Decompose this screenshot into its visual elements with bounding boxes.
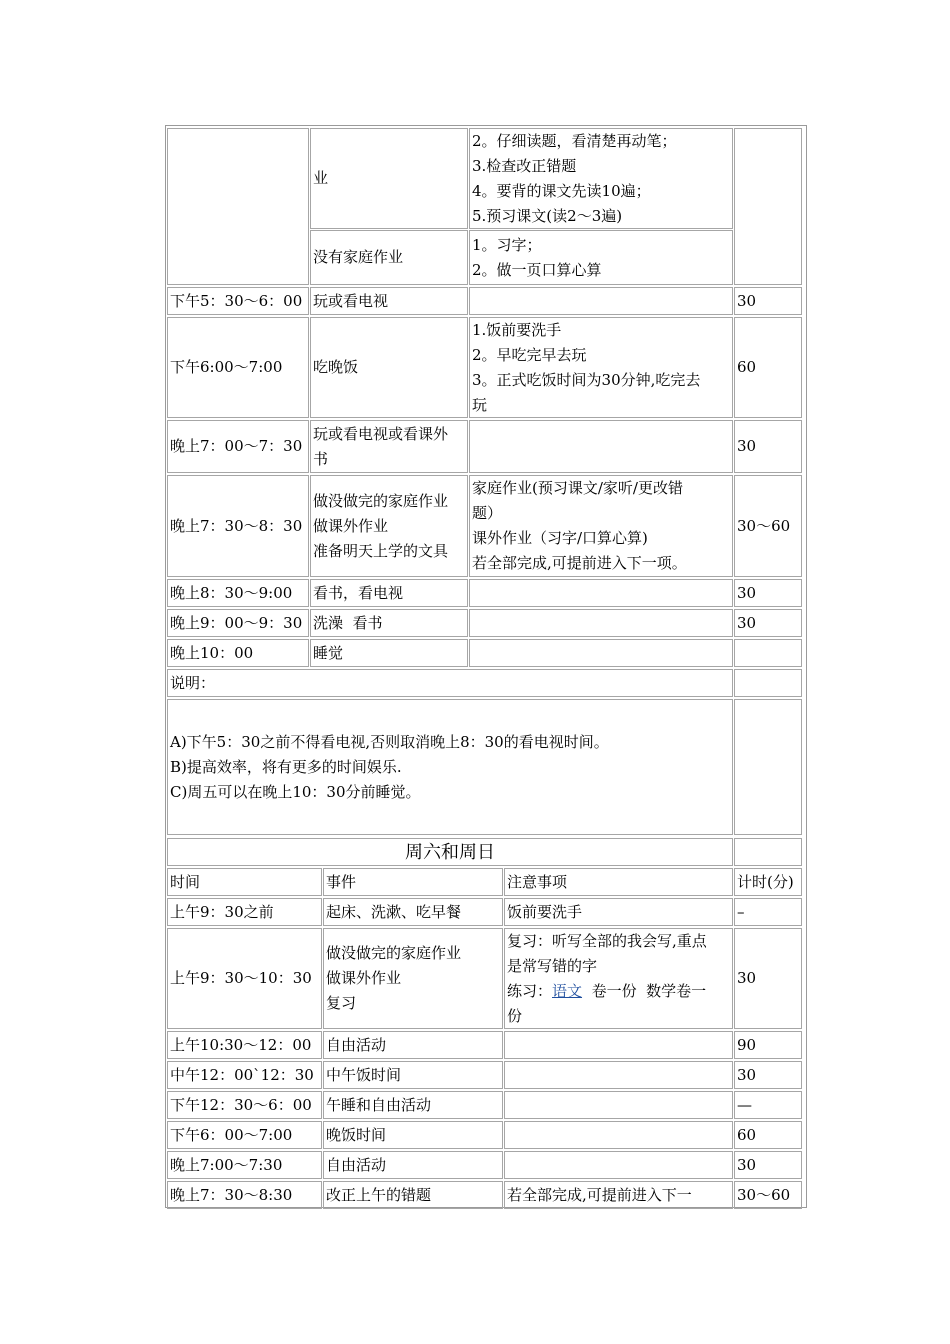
note-line: 若全部完成,可提前进入下一项。 bbox=[472, 554, 687, 572]
notes-cell bbox=[469, 420, 733, 473]
time-text: 晚上7：30～8：30 bbox=[170, 516, 303, 535]
section-title: 周六和周日 bbox=[405, 841, 495, 863]
event-text: 改正上午的错题 bbox=[326, 1185, 432, 1204]
explain-line: B)提高效率，将有更多的时间娱乐. bbox=[170, 757, 402, 776]
note-line: 1。习字； bbox=[472, 235, 542, 254]
minutes-cell bbox=[734, 838, 802, 866]
minutes-cell bbox=[734, 928, 802, 1029]
time-cell bbox=[167, 898, 322, 926]
event-cell bbox=[323, 1181, 503, 1209]
event-text: 中午饭时间 bbox=[326, 1065, 402, 1084]
notes-cell bbox=[469, 230, 733, 285]
explain-line: A)下午5：30之前不得看电视,否则取消晚上8：30的看电视时间。 bbox=[170, 732, 609, 751]
note-line: 2。早吃完早去玩 bbox=[472, 345, 587, 364]
time-text: 晚上9：00～9：30 bbox=[170, 613, 303, 632]
minutes-text: 90 bbox=[737, 1035, 757, 1054]
event-text: 洗澡 看书 bbox=[313, 613, 383, 632]
time-cell-blank bbox=[167, 128, 309, 285]
event-text: 玩或看电视或看课外 bbox=[313, 424, 449, 443]
event-text: 晚饭时间 bbox=[326, 1125, 387, 1144]
note-line: 3。正式吃饭时间为30分钟,吃完去 bbox=[472, 370, 701, 389]
header-label: 注意事项 bbox=[507, 872, 568, 891]
explain-cell bbox=[167, 699, 733, 835]
notes-cell bbox=[504, 1151, 733, 1179]
minutes-text: 30 bbox=[737, 1155, 757, 1174]
minutes-cell bbox=[734, 699, 802, 835]
time-cell bbox=[167, 1061, 322, 1089]
notes-cell bbox=[504, 1031, 733, 1059]
time-cell bbox=[167, 928, 322, 1029]
note-line: 是常写错的字 bbox=[507, 956, 598, 975]
minutes-text: 30 bbox=[737, 969, 757, 987]
minutes-text: — bbox=[737, 1095, 752, 1114]
time-text: 上午9：30之前 bbox=[170, 902, 274, 921]
minutes-cell bbox=[734, 579, 802, 607]
event-text: 业 bbox=[313, 169, 329, 187]
minutes-text: – bbox=[737, 902, 745, 921]
event-text: 睡觉 bbox=[313, 643, 344, 662]
time-text: 下午12：30～6：00 bbox=[170, 1095, 312, 1114]
time-cell bbox=[167, 639, 309, 667]
header-label: 时间 bbox=[170, 872, 201, 891]
minutes-text: 30 bbox=[737, 1065, 757, 1084]
time-cell bbox=[167, 1181, 322, 1209]
time-text: 晚上8：30～9:00 bbox=[170, 583, 293, 602]
event-text: 做没做完的家庭作业 bbox=[326, 944, 462, 962]
time-text: 下午6:00～7:00 bbox=[170, 358, 283, 376]
event-cell bbox=[323, 1061, 503, 1089]
note-line: 4。要背的课文先读10遍； bbox=[472, 181, 651, 200]
minutes-text: 30 bbox=[737, 613, 757, 632]
notes-cell bbox=[469, 317, 733, 418]
time-cell bbox=[167, 317, 309, 418]
note-line: 2。仔细读题，看清楚再动笔； bbox=[472, 131, 677, 150]
minutes-cell bbox=[734, 609, 802, 637]
event-text: 做课外作业 bbox=[326, 969, 402, 987]
time-text: 下午6：00～7:00 bbox=[170, 1125, 293, 1144]
practice-prefix: 练习： bbox=[507, 981, 553, 1000]
note-line: 饭前要洗手 bbox=[507, 902, 583, 921]
minutes-cell bbox=[734, 1031, 802, 1059]
explain-line: C)周五可以在晚上10：30分前睡觉。 bbox=[170, 782, 421, 801]
notes-cell bbox=[469, 475, 733, 577]
time-text: 晚上7：30～8:30 bbox=[170, 1185, 293, 1204]
practice-suffix: 卷一份 数学卷一 bbox=[582, 981, 707, 1000]
notes-cell bbox=[469, 609, 733, 637]
event-cell bbox=[323, 898, 503, 926]
minutes-text: 60 bbox=[737, 358, 757, 376]
event-text: 玩或看电视 bbox=[313, 291, 389, 310]
event-text: 没有家庭作业 bbox=[313, 248, 404, 266]
notes-cell bbox=[469, 287, 733, 315]
event-text: 自由活动 bbox=[326, 1155, 387, 1174]
event-text: 书 bbox=[313, 449, 329, 468]
event-text: 准备明天上学的文具 bbox=[313, 541, 449, 560]
note-line: 复习：听写全部的我会写,重点 bbox=[507, 931, 707, 950]
event-text: 做没做完的家庭作业 bbox=[313, 491, 449, 510]
time-cell bbox=[167, 287, 309, 315]
section-title-cell bbox=[167, 838, 733, 866]
minutes-cell bbox=[734, 420, 802, 473]
minutes-cell bbox=[734, 1091, 802, 1119]
time-cell bbox=[167, 1031, 322, 1059]
event-text: 复习 bbox=[326, 994, 357, 1012]
header-event bbox=[323, 868, 503, 896]
event-text: 午睡和自由活动 bbox=[326, 1095, 432, 1114]
minutes-cell bbox=[734, 317, 802, 418]
notes-cell bbox=[469, 128, 733, 229]
minutes-cell bbox=[734, 128, 802, 285]
time-text: 中午12：00`12：30 bbox=[170, 1065, 314, 1084]
notes-cell bbox=[469, 579, 733, 607]
minutes-cell bbox=[734, 1181, 802, 1209]
event-cell bbox=[310, 639, 468, 667]
practice-line bbox=[507, 979, 706, 1004]
minutes-cell bbox=[734, 1061, 802, 1089]
minutes-cell bbox=[734, 1121, 802, 1149]
notes-cell bbox=[504, 928, 733, 1029]
header-time bbox=[167, 868, 322, 896]
header-label: 事件 bbox=[326, 872, 357, 891]
event-cell bbox=[310, 317, 468, 418]
event-cell bbox=[310, 609, 468, 637]
note-line: 5.预习课文(读2～3遍) bbox=[472, 206, 623, 225]
header-notes bbox=[504, 868, 733, 896]
event-cell bbox=[310, 420, 468, 473]
time-cell bbox=[167, 609, 309, 637]
notes-cell bbox=[504, 1061, 733, 1089]
minutes-text: 30 bbox=[737, 583, 757, 602]
time-text: 晚上10：00 bbox=[170, 643, 254, 662]
minutes-text: 30～60 bbox=[737, 1185, 791, 1204]
chinese-link[interactable]: 语文 bbox=[552, 981, 583, 1000]
time-text: 下午5：30～6：00 bbox=[170, 291, 303, 310]
notes-cell bbox=[504, 1121, 733, 1149]
time-cell bbox=[167, 579, 309, 607]
event-cell bbox=[323, 1121, 503, 1149]
minutes-text: 60 bbox=[737, 1125, 757, 1144]
note-line: 题） bbox=[472, 504, 503, 522]
minutes-cell bbox=[734, 287, 802, 315]
note-line: 玩 bbox=[472, 395, 488, 414]
time-cell bbox=[167, 475, 309, 577]
event-cell bbox=[310, 475, 468, 577]
note-line: 1.饭前要洗手 bbox=[472, 320, 562, 339]
notes-text: 若全部完成,可提前进入下一 bbox=[507, 1185, 692, 1204]
note-line: 3.检查改正错题 bbox=[472, 156, 577, 175]
time-cell bbox=[167, 1151, 322, 1179]
note-line: 份 bbox=[507, 1006, 523, 1025]
time-text: 晚上7：00～7：30 bbox=[170, 437, 303, 455]
event-text: 看书，看电视 bbox=[313, 583, 404, 602]
event-cell bbox=[323, 1031, 503, 1059]
explain-label: 说明： bbox=[170, 673, 216, 692]
event-cell bbox=[323, 928, 503, 1029]
event-text: 起床、洗漱、吃早餐 bbox=[326, 902, 462, 921]
header-label: 计时(分) bbox=[737, 872, 794, 891]
notes-cell bbox=[504, 1181, 733, 1209]
minutes-text: 30 bbox=[737, 437, 757, 455]
header-minutes bbox=[734, 868, 802, 896]
event-text: 自由活动 bbox=[326, 1035, 387, 1054]
minutes-text: 30～60 bbox=[737, 516, 791, 535]
note-line: 家庭作业(预习课文/家听/更改错 bbox=[472, 479, 683, 497]
event-text: 做课外作业 bbox=[313, 516, 389, 535]
event-cell bbox=[310, 128, 468, 229]
minutes-cell bbox=[734, 1151, 802, 1179]
event-cell bbox=[323, 1151, 503, 1179]
time-text: 晚上7:00～7:30 bbox=[170, 1155, 283, 1174]
time-text: 上午9：30～10：30 bbox=[170, 969, 312, 987]
notes-cell bbox=[469, 639, 733, 667]
minutes-cell bbox=[734, 475, 802, 577]
event-cell bbox=[323, 1091, 503, 1119]
event-cell bbox=[310, 230, 468, 285]
time-cell bbox=[167, 1121, 322, 1149]
time-text: 上午10:30～12：00 bbox=[170, 1035, 312, 1054]
minutes-text: 30 bbox=[737, 291, 757, 310]
time-cell bbox=[167, 420, 309, 473]
minutes-cell bbox=[734, 639, 802, 667]
minutes-cell bbox=[734, 669, 802, 697]
minutes-cell bbox=[734, 898, 802, 926]
event-text: 吃晚饭 bbox=[313, 358, 359, 376]
notes-cell bbox=[504, 898, 733, 926]
note-line: 2。做一页口算心算 bbox=[472, 260, 602, 279]
time-cell bbox=[167, 1091, 322, 1119]
event-cell bbox=[310, 287, 468, 315]
event-cell bbox=[310, 579, 468, 607]
notes-cell bbox=[504, 1091, 733, 1119]
note-line: 课外作业（习字/口算心算) bbox=[472, 529, 648, 547]
explain-label-cell bbox=[167, 669, 733, 697]
